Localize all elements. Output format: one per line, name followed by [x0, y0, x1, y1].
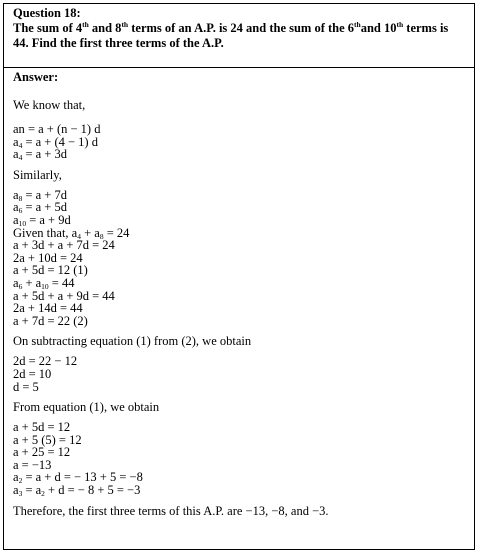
equation-line	[13, 148, 468, 161]
term: a	[13, 275, 19, 290]
question-text-part: terms is	[403, 21, 449, 35]
subscript: 6	[18, 206, 23, 216]
question-text	[13, 21, 466, 51]
term: = a	[22, 483, 42, 498]
from-equation-text: From equation (1), we obtain	[13, 400, 160, 415]
subscript: 3	[18, 489, 23, 499]
subscript: 4	[77, 231, 81, 241]
conclusion-text: Therefore, the first three terms of this A.P. are −13, −8, and −3.	[13, 503, 329, 518]
term: a	[13, 483, 19, 498]
equation-line: 2a + 10d = 24	[13, 250, 83, 265]
expression: = 44	[48, 275, 75, 290]
equation-line: 2d = 10	[13, 366, 52, 381]
subscript: 4	[18, 153, 23, 163]
equation-line: a + 5d = 12	[13, 420, 71, 435]
expression: = a + d = − 13 + 5 = −8	[22, 470, 143, 485]
subscript: 10	[41, 281, 49, 291]
subscript: 2	[18, 476, 23, 486]
subscript: 8	[99, 231, 104, 241]
term: a	[13, 187, 19, 202]
expression: = a + 5d	[22, 200, 67, 215]
solution-frame	[3, 3, 475, 550]
expression: = a + 9d	[26, 212, 71, 227]
question-line-2: 44. Find the first three terms of the A.P.	[13, 36, 224, 50]
subscript: 4	[18, 140, 23, 150]
subscript: 8	[18, 193, 23, 203]
term: a	[13, 200, 19, 215]
equation-line: 2d = 22 − 12	[13, 354, 78, 369]
question-title: Question 18:	[13, 6, 81, 20]
equation-line	[13, 136, 468, 149]
expression: = a + (n − 1) d	[24, 122, 101, 136]
expression: = 24	[103, 225, 130, 240]
equation-line: a = −13	[13, 457, 52, 472]
superscript-th: th	[396, 20, 404, 29]
term: a	[13, 147, 19, 162]
term: an	[13, 122, 25, 136]
subscript: 2	[41, 489, 45, 499]
term: + a	[80, 225, 100, 240]
equation-line: a + 5d = 12 (1)	[13, 263, 88, 278]
term: a	[13, 134, 19, 149]
expression: = a + 7d	[22, 187, 67, 202]
term: a	[13, 212, 19, 227]
equation-line: a + 7d = 22 (2)	[13, 313, 88, 328]
sum-line	[13, 277, 468, 290]
equation-line	[13, 189, 468, 202]
question-text-part: The sum of 4	[13, 21, 83, 35]
subscript: 10	[18, 218, 27, 228]
term: a	[13, 470, 19, 485]
superscript-th: th	[82, 20, 89, 29]
similarly-text: Similarly,	[13, 167, 62, 182]
question-line-1	[13, 21, 466, 36]
subscript: 6	[18, 281, 23, 291]
expression: = a + (4 − 1) d	[22, 134, 98, 149]
equation-line: d = 5	[13, 379, 39, 394]
expression: + d = − 8 + 5 = −3	[44, 483, 141, 498]
term: + a	[22, 275, 42, 290]
equation-line: 2a + 14d = 44	[13, 301, 83, 316]
answer-title: Answer:	[13, 70, 59, 84]
intro-text: We know that,	[13, 98, 86, 112]
answer-section	[13, 70, 468, 519]
question-text-part: and 10	[360, 21, 397, 35]
equation-line: a + 3d + a + 7d = 24	[13, 238, 115, 253]
a3-line	[13, 484, 468, 497]
question-text-part: and 8	[88, 21, 122, 35]
question-text-part: terms of an A.P. is 24 and the sum of the 6	[128, 21, 355, 35]
equation-line	[13, 201, 468, 214]
equation-line: a + 5 (5) = 12	[13, 432, 82, 447]
superscript-th: th	[121, 20, 129, 29]
equation-line: a + 5d + a + 9d = 44	[13, 288, 115, 303]
term: Given that, a	[13, 225, 78, 240]
superscript-th: th	[354, 20, 361, 29]
equation-line: a + 25 = 12	[13, 445, 71, 460]
subtract-text: On subtracting equation (1) from (2), we obtain	[13, 334, 252, 349]
expression: = a + 3d	[22, 147, 67, 162]
question-section	[4, 4, 474, 68]
